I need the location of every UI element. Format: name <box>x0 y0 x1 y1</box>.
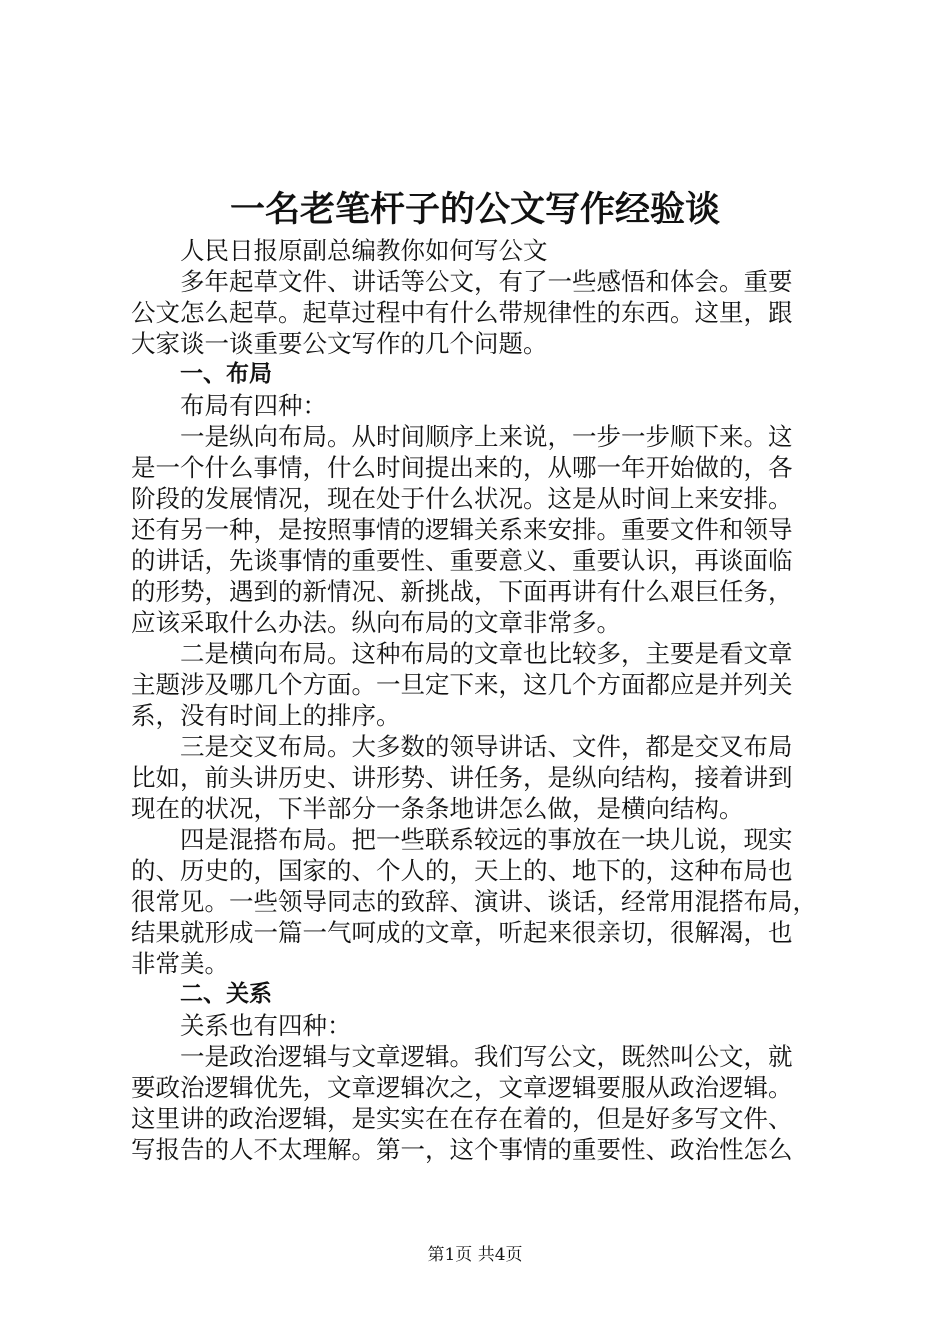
paragraph-line: 多年起草文件、讲话等公文，有了一些感悟和体会。重要 <box>180 267 793 296</box>
paragraph-line: 四是混搭布局。把一些联系较远的事放在一块儿说，现实 <box>180 825 793 854</box>
paragraph-line: 一是政治逻辑与文章逻辑。我们写公文，既然叫公文，就 <box>180 1042 793 1071</box>
paragraph-line: 公文怎么起草。起草过程中有什么带规律性的东西。这里，跟 <box>131 298 793 327</box>
subtitle-line: 人民日报原副总编教你如何写公文 <box>180 236 548 265</box>
page-number: 第1页 共4页 <box>427 1245 523 1265</box>
paragraph-line: 写报告的人不太理解。第一，这个事情的重要性、政治性怎么 <box>131 1135 793 1164</box>
paragraph-line: 二是横向布局。这种布局的文章也比较多，主要是看文章 <box>180 639 793 668</box>
paragraph-line: 应该采取什么办法。纵向布局的文章非常多。 <box>131 608 621 637</box>
paragraph-line: 系，没有时间上的排序。 <box>131 701 401 730</box>
paragraph-line: 大家谈一谈重要公文写作的几个问题。 <box>131 329 548 358</box>
paragraph-line: 还有另一种，是按照事情的逻辑关系来安排。重要文件和领导 <box>131 515 793 544</box>
section-heading-relations: 二、关系 <box>180 981 272 1007</box>
section-heading-layout: 一、布局 <box>180 361 272 387</box>
paragraph-line: 的形势，遇到的新情况、新挑战，下面再讲有什么艰巨任务， <box>131 577 793 606</box>
paragraph-line: 的讲话，先谈事情的重要性、重要意义、重要认识，再谈面临 <box>131 546 793 575</box>
paragraph-line: 布局有四种： <box>180 391 327 420</box>
paragraph-line: 现在的状况，下半部分一条条地讲怎么做，是横向结构。 <box>131 794 744 823</box>
paragraph-line: 这里讲的政治逻辑，是实实在在存在着的，但是好多写文件、 <box>131 1104 793 1133</box>
paragraph-line: 比如，前头讲历史、讲形势、讲任务，是纵向结构，接着讲到 <box>131 763 793 792</box>
paragraph-line: 是一个什么事情，什么时间提出来的，从哪一年开始做的，各 <box>131 453 793 482</box>
paragraph-line: 要政治逻辑优先，文章逻辑次之，文章逻辑要服从政治逻辑。 <box>131 1073 793 1102</box>
paragraph-line: 结果就形成一篇一气呵成的文章，听起来很亲切，很解渴，也 <box>131 918 793 947</box>
paragraph-line: 一是纵向布局。从时间顺序上来说，一步一步顺下来。这 <box>180 422 793 451</box>
paragraph-line: 三是交叉布局。大多数的领导讲话、文件，都是交叉布局 <box>180 732 793 761</box>
paragraph-line: 阶段的发展情况，现在处于什么状况。这是从时间上来安排。 <box>131 484 793 513</box>
paragraph-line: 非常美。 <box>131 949 229 978</box>
document-body <box>131 235 836 1165</box>
paragraph-line: 关系也有四种： <box>180 1011 352 1040</box>
document-title: 一名老笔杆子的公文写作经验谈 <box>229 190 720 230</box>
paragraph-line: 很常见。一些领导同志的致辞、演讲、谈话，经常用混搭布局， <box>131 887 817 916</box>
paragraph-line: 主题涉及哪几个方面。一旦定下来，这几个方面都应是并列关 <box>131 670 793 699</box>
paragraph-line: 的、历史的，国家的、个人的，天上的、地下的，这种布局也 <box>131 856 793 885</box>
